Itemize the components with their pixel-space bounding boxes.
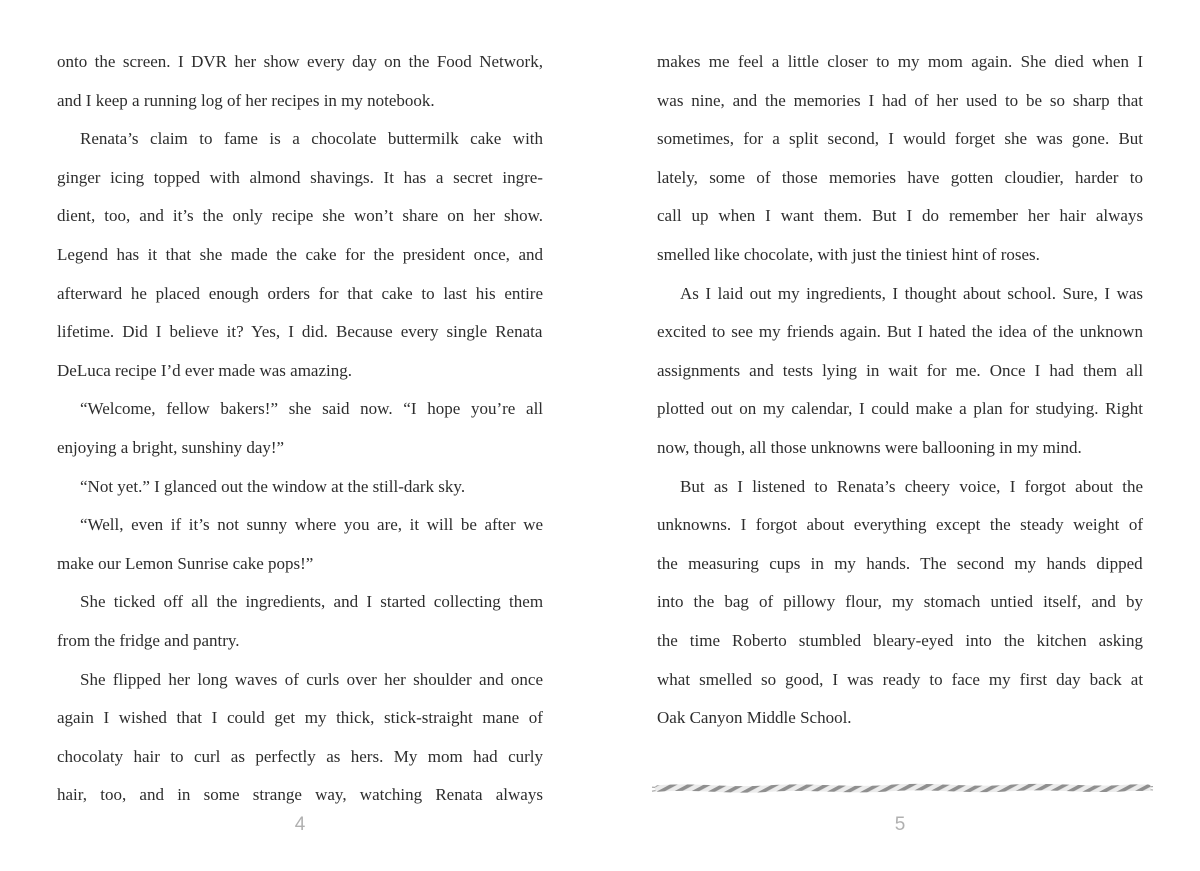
text-line: Renata’s claim to fame is a chocolate buttermilk cake with xyxy=(80,129,544,149)
text-line: the measuring cups in my hands. The second my hands dipped xyxy=(657,553,1143,573)
text-line: But as I listened to Renata’s cheery voice, I forgot about the xyxy=(680,476,1144,496)
text-line: She ticked off all the ingredients, and I started collecting them xyxy=(80,592,544,612)
text-line: the time Roberto stumbled bleary-eyed into the kitchen asking xyxy=(657,630,1144,650)
text-line: makes me feel a little closer to my mom again. She died when I xyxy=(657,52,1143,71)
text-line: “Well, even if it’s not sunny where you are, it will be after we xyxy=(80,515,544,535)
text-line: dient, too, and it’s the only recipe she won’t share on her show. xyxy=(57,206,544,226)
text-line: “Welcome, fellow bakers!” she said now. “I hope you’re all xyxy=(80,399,544,419)
text-line: Legend has it that she made the cake for the president once, and xyxy=(57,244,543,264)
text-line: As I laid out my ingredients, I thought about school. Sure, I was xyxy=(680,283,1144,303)
text-line: from the fridge and pantry. xyxy=(57,630,240,650)
text-line: assignments and tests lying in wait for me. Once I had them all xyxy=(657,360,1144,380)
text-line: She flipped her long waves of curls over her shoulder and once xyxy=(80,669,543,689)
page-number-left: 4 xyxy=(294,814,306,835)
text-line: Oak Canyon Middle School. xyxy=(657,708,852,728)
page-number-right: 5 xyxy=(894,814,906,835)
text-line: DeLuca recipe I’d ever made was amazing. xyxy=(57,360,352,380)
text-line: call up when I want them. But I do remember her hair always xyxy=(657,206,1144,226)
text-line: lately, some of those memories have gotten cloudier, harder to xyxy=(657,167,1143,187)
page-left-text xyxy=(57,43,543,815)
text-line: onto the screen. I DVR her show every day on the Food Network, xyxy=(57,52,543,71)
text-line: “Not yet.” I glanced out the window at the still-dark sky. xyxy=(80,476,466,496)
text-line: into the bag of pillowy flour, my stomach untied itself, and by xyxy=(657,592,1144,612)
text-line: enjoying a bright, sunshiny day!” xyxy=(57,437,285,457)
text-line: chocolaty hair to curl as perfectly as hers. My mom had curly xyxy=(57,746,544,766)
text-line: ginger icing topped with almond shavings. It has a secret ingre- xyxy=(57,167,543,187)
text-line: afterward he placed enough orders for that cake to last his entire xyxy=(57,283,544,303)
page-right xyxy=(600,0,1200,871)
text-line: what smelled so good, I was ready to face my first day back at xyxy=(657,669,1144,689)
text-line: smelled like chocolate, with just the tiniest hint of roses. xyxy=(657,244,1040,264)
text-line: was nine, and the memories I had of her used to be so sharp that xyxy=(657,90,1144,110)
text-line: hair, too, and in some strange way, watching Renata always xyxy=(57,785,543,805)
text-line: plotted out on my calendar, I could make a plan for studying. Right xyxy=(657,399,1143,419)
twine-divider-illustration xyxy=(650,777,1155,799)
text-line: excited to see my friends again. But I hated the idea of the unknown xyxy=(657,322,1143,342)
text-line: and I keep a running log of her recipes in my notebook. xyxy=(57,90,435,110)
text-line: make our Lemon Sunrise cake pops!” xyxy=(57,553,314,573)
text-line: lifetime. Did I believe it? Yes, I did. Because every single Renata xyxy=(57,322,543,342)
text-line: sometimes, for a split second, I would forget she was gone. But xyxy=(657,129,1144,149)
text-line: now, though, all those unknowns were ballooning in my mind. xyxy=(657,437,1082,457)
text-line: unknowns. I forgot about everything except the steady weight of xyxy=(657,515,1143,535)
text-line: again I wished that I could get my thick, stick-straight mane of xyxy=(57,708,543,728)
page-right-text xyxy=(657,43,1143,738)
